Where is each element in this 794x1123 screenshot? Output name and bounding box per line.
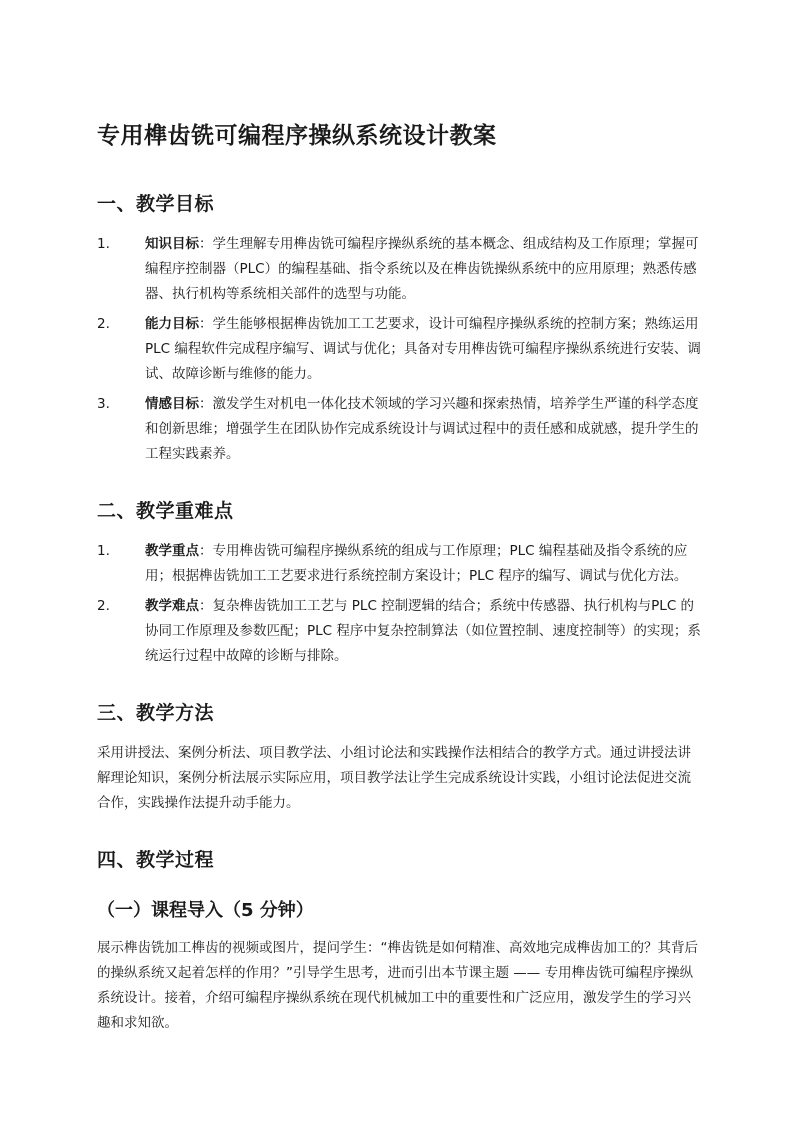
list-item: [97, 539, 701, 589]
key-points-section: [97, 497, 701, 669]
methods-section: [97, 699, 701, 816]
process-section: [97, 846, 701, 1036]
document-page: [97, 120, 701, 1066]
list-text: 激发学生对机电一体化技术领域的学习兴趣和探索热情，培养学生严谨的科学态度和创新思维；增强学生在团队协作完成系统设计与调试过程中的责任感和成就感，提升学生的工程实践素养。: [145, 396, 699, 462]
list-separator: ：: [199, 236, 213, 252]
methods-paragraph: 采用讲授法、案例分析法、项目教学法、小组讨论法和实践操作法相结合的教学方式。通过讲授法讲解理论知识，案例分析法展示实际应用，项目教学法让学生完成系统设计实践，小组讨论法促进交流合作，实践操作法提升动手能力。: [97, 745, 691, 811]
list-item: [97, 312, 701, 387]
objectives-heading: 一、教学目标: [97, 193, 215, 215]
objectives-list: [97, 232, 701, 467]
list-number: 3.: [97, 396, 110, 412]
list-separator: ：: [199, 396, 213, 412]
list-item: [97, 232, 701, 307]
list-text: 专用榫齿铣可编程序操纵系统的组成与工作原理；PLC 编程基础及指令系统的应用；根据榫齿铣加工工艺要求进行系统控制方案设计；PLC 程序的编写、调试与优化方法。: [145, 543, 688, 584]
methods-heading: 三、教学方法: [97, 702, 215, 724]
list-text: 学生能够根据榫齿铣加工工艺要求，设计可编程序操纵系统的控制方案；熟练运用 PLC 编程软件完成程序编写、调试与优化；具备对专用榫齿铣可编程序操纵系统进行安装、调试、故障诊断与维修的能力。: [145, 316, 701, 382]
list-number: 1.: [97, 236, 110, 252]
key-points-list: [97, 539, 701, 669]
list-text: 复杂榫齿铣加工工艺与 PLC 控制逻辑的结合；系统中传感器、执行机构与PLC 的协同工作原理及参数匹配；PLC 程序中复杂控制算法（如位置控制、速度控制等）的实现；系统运行过程中故障的诊断与排除。: [145, 598, 701, 664]
list-term: 情感目标: [145, 396, 199, 412]
objectives-section: [97, 190, 701, 467]
list-text: 学生理解专用榫齿铣可编程序操纵系统的基本概念、组成结构及工作原理；掌握可编程序控制器（PLC）的编程基础、指令系统以及在榫齿铣操纵系统中的应用原理；熟悉传感器、执行机构等系统相关部件的选型与功能。: [145, 236, 699, 302]
list-item: [97, 594, 701, 669]
list-separator: ：: [199, 316, 213, 332]
list-item: [97, 392, 701, 467]
list-term: 教学难点: [145, 598, 199, 614]
document-title: 专用榫齿铣可编程序操纵系统设计教案: [97, 123, 497, 149]
intro-paragraph: 展示榫齿铣加工榫齿的视频或图片，提问学生：“榫齿铣是如何精准、高效地完成榫齿加工的？其背后的操纵系统又起着怎样的作用？”引导学生思考，进而引出本节课主题 —— 专用榫齿铣可编程序操纵系统设计。接着，介绍可编程序操纵系统在现代机械加工中的重要性和广泛应用，激发学生的学习兴趣和求知欲。: [97, 940, 698, 1031]
list-term: 教学重点: [145, 543, 199, 559]
process-heading: 四、教学过程: [97, 849, 215, 871]
list-number: 2.: [97, 316, 110, 332]
list-separator: ：: [199, 598, 213, 614]
list-term: 知识目标: [145, 236, 199, 252]
list-separator: ：: [199, 543, 213, 559]
intro-subheading: （一）课程导入（5 分钟）: [97, 900, 314, 921]
list-number: 1.: [97, 543, 110, 559]
list-term: 能力目标: [145, 316, 199, 332]
key-points-heading: 二、教学重难点: [97, 500, 234, 522]
list-number: 2.: [97, 598, 110, 614]
